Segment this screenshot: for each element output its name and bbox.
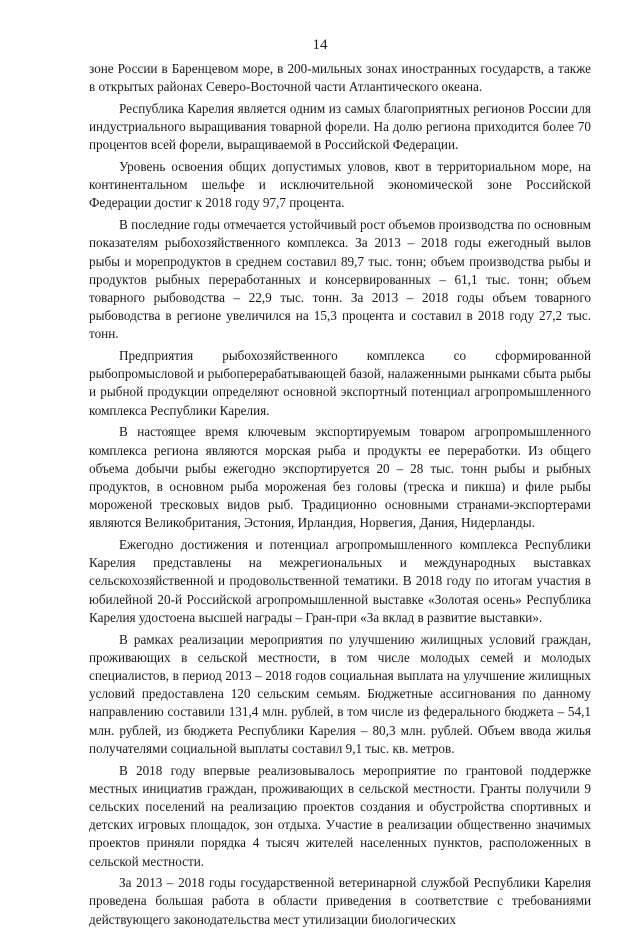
- paragraph-exhibitions: Ежегодно достижения и потенциал агропромышленного комплекса Республики Карелия представлены на межрегиональных и международных выставках сельскохозяйственной и продовольственной тематики. В 2018 году по итогам участия в юбилейной 20-й Российской агропромышленной выставке «Золотая осень» Республика Карелия удостоена высшей награды – Гран-при «За вклад в развитие выставки».: [89, 537, 591, 625]
- paragraph-continuation: зоне России в Баренцевом море, в 200-мильных зонах иностранных государств, а также в открытых районах Северо-Восточной части Атлантического океана.: [89, 61, 591, 95]
- paragraph-local-initiatives: В 2018 году впервые реализовывалось мероприятие по грантовой поддержке местных инициатив граждан, проживающих в сельской местности. Гранты получили 9 сельских поселений на реализацию проектов создания и обустройства спортивных и детских игровых площадок, зон отдыха. Участие в реализации общественно значимых проектов приняли порядка 4 тысяч жителей населенных пунктов, расположенных в сельской местности.: [89, 762, 591, 869]
- page-number: 14: [312, 37, 328, 53]
- paragraph-veterinary: За 2013 – 2018 годы государственной ветеринарной службой Республики Карелия проведена большая работа в области приведения в соответствие с требованиями действующего законодательства мест утилизации биологических: [89, 875, 591, 927]
- paragraph-trout-farming: Республика Карелия является одним из самых благоприятных регионов России для индустриального выращивания товарной форели. На долю региона приходится более 70 процентов всей форели, выращиваемой в Российской Федерации.: [89, 100, 591, 153]
- paragraph-fishery-growth: В последние годы отмечается устойчивый рост объемов производства по основным показателям рыбохозяйственного комплекса. За 2013 – 2018 годы ежегодный вылов рыбы и морепродуктов в среднем составил 89,7 тыс. тонн; объем производства рыбы и продуктов рыбных переработанных и консервированных – 61,1 тыс. тонн; объем товарного рыбоводства – 22,9 тыс. тонн. За 2013 – 2018 годы объем товарного рыбоводства в регионе увеличился на 15,3 процента и составил в 2018 году 27,2 тыс. тонн.: [89, 217, 591, 342]
- paragraph-rural-housing: В рамках реализации мероприятия по улучшению жилищных условий граждан, проживающих в сельской местности, в том числе молодых семей и молодых специалистов, в период 2013 – 2018 годов социальная выплата на улучшение жилищных условий предоставлена 120 сельским семьям. Бюджетные ассигнования по данному направлению составили 131,4 млн. рублей, в том числе из федерального бюджета – 54,1 млн. рублей, из бюджета Республики Карелия – 80,3 млн. рублей. Объем ввода жилья получателями социальной выплаты составил 9,1 тыс. кв. метров.: [89, 631, 591, 756]
- paragraph-export: В настоящее время ключевым экспортируемым товаром агропромышленного комплекса региона являются морская рыба и продукты ее переработки. Из общего объема добычи рыбы ежегодно экспортируется 20 – 28 тыс. тонн рыбы и рыбных продуктов, в основном рыба мороженая без головы (треска и пикша) и филе рыбы мороженой тресковых видов рыб. Традиционно основными странами-экспортерами являются Великобритания, Эстония, Ирландия, Норвегия, Дания, Нидерланды.: [89, 424, 591, 531]
- paragraph-catch-quotas: Уровень освоения общих допустимых уловов, квот в территориальном море, на континентальном шельфе и исключительной экономической зоне Российской Федерации достиг к 2018 году 97,7 процента.: [89, 159, 591, 211]
- paragraph-fishery-enterprises: Предприятия рыбохозяйственного комплекса со сформированной рыбопромысловой и рыбоперерабатывающей базой, налаженными рынками сбыта рыбы и рыбной продукции определяют основной экспортный потенциал агропромышленного комплекса Республики Карелия.: [89, 348, 591, 418]
- document-body: [89, 60, 591, 929]
